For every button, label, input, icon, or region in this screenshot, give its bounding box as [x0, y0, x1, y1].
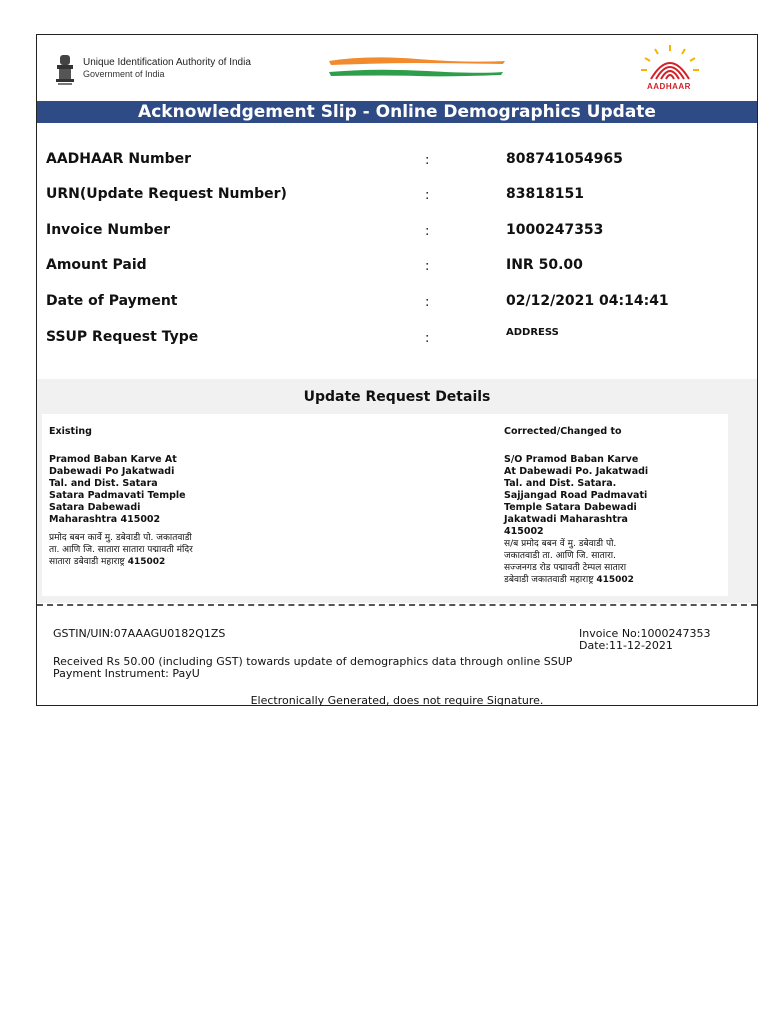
- field-amount-paid: [37, 257, 757, 277]
- hindi-line-last: [49, 556, 249, 568]
- details-panel: [42, 414, 728, 596]
- field-label: AADHAAR Number: [46, 151, 192, 167]
- received-text: Received Rs 50.00 (including GST) towards update of demographics data through online SSUP: [53, 655, 573, 668]
- field-invoice-number: [37, 222, 757, 242]
- field-separator: :: [425, 259, 430, 274]
- payment-receipt: [53, 656, 572, 680]
- tricolor-swoosh-icon: [327, 55, 507, 81]
- hindi-address: [49, 532, 249, 568]
- hindi-pin: 415002: [596, 575, 634, 585]
- aadhaar-logo-text: AADHAAR: [647, 82, 691, 91]
- field-value: 83818151: [506, 186, 584, 202]
- footer-invoice-no: Invoice No:1000247353: [579, 627, 711, 640]
- field-label: SSUP Request Type: [46, 329, 199, 345]
- address-line: Dabewadi Po Jakatwadi: [49, 466, 175, 477]
- footer-invoice: [579, 628, 710, 652]
- address-line: Satara Padmavati Temple: [49, 490, 186, 501]
- hindi-line: ता. आणि जि. सातारा सातारा पद्मावती मंदिर: [49, 545, 193, 555]
- address-line: Satara Dabewadi: [49, 502, 141, 513]
- field-label: Invoice Number: [46, 222, 171, 238]
- field-value: 02/12/2021 04:14:41: [506, 293, 669, 309]
- field-value: 808741054965: [506, 151, 623, 167]
- field-aadhaar-number: [37, 151, 757, 171]
- address-line: Pramod Baban Karve At: [49, 454, 177, 465]
- hindi-line: सज्जनगड रोड पद्मावती टेम्पल सातारा: [504, 563, 627, 573]
- hindi-line: स/ब प्रमोद बबन वें मु. डबेवाडी पो.: [504, 539, 617, 549]
- acknowledgement-slip: [36, 34, 758, 706]
- field-label: URN(Update Request Number): [46, 186, 287, 202]
- org-block: [83, 57, 251, 80]
- address-line: Temple Satara Dabewadi: [504, 502, 637, 513]
- hindi-line: जकातवाडी ता. आणि जि. सातारा.: [504, 551, 616, 561]
- dashed-divider: [37, 604, 757, 606]
- hindi-address: [504, 538, 724, 586]
- payment-instrument: Payment Instrument: PayU: [53, 667, 200, 680]
- hindi-line-last: [504, 574, 724, 586]
- field-separator: :: [425, 153, 430, 168]
- field-value: 1000247353: [506, 222, 604, 238]
- footer-date: Date:11-12-2021: [579, 639, 673, 652]
- org-name: Unique Identification Authority of India: [83, 57, 251, 68]
- field-ssup-request-type: [37, 329, 757, 349]
- field-date-of-payment: [37, 293, 757, 313]
- field-urn: [37, 186, 757, 206]
- field-separator: :: [425, 188, 430, 203]
- hindi-pin: 415002: [127, 557, 166, 567]
- field-label: Date of Payment: [46, 293, 178, 309]
- address-line: 415002: [504, 526, 544, 537]
- header: [37, 35, 757, 101]
- slip-title: Acknowledgement Slip - Online Demographics Update: [37, 101, 757, 123]
- field-value: INR 50.00: [506, 257, 583, 273]
- field-value: ADDRESS: [506, 327, 559, 338]
- field-separator: :: [425, 224, 430, 239]
- hindi-text: डबेवाडी जकातवाडी महाराष्ट्र: [504, 575, 594, 585]
- national-emblem-icon: [53, 53, 77, 87]
- existing-heading: Existing: [49, 426, 92, 437]
- address-line: S/O Pramod Baban Karve: [504, 454, 639, 465]
- changed-address: [504, 426, 724, 586]
- address-line: At Dabewadi Po. Jakatwadi: [504, 466, 649, 477]
- hindi-text: सातारा डबेवाडी महाराष्ट्र: [49, 557, 125, 567]
- update-request-details: [37, 379, 757, 603]
- details-title: Update Request Details: [303, 389, 491, 405]
- address-line: Sajjangad Road Padmavati: [504, 490, 648, 501]
- changed-heading: Corrected/Changed to: [504, 426, 622, 437]
- electronic-note: Electronically Generated, does not require Signature.: [250, 694, 544, 707]
- field-label: Amount Paid: [46, 257, 147, 273]
- hindi-line: प्रमोद बबन कार्वे मु. डबेवाडी पो. जकातवाडी: [49, 533, 192, 543]
- address-line: Jakatwadi Maharashtra: [504, 514, 628, 525]
- org-government: Government of India: [83, 69, 165, 79]
- field-separator: :: [425, 295, 430, 310]
- address-line: Tal. and Dist. Satara.: [504, 478, 617, 489]
- address-line: Maharashtra 415002: [49, 514, 161, 525]
- address-line: Tal. and Dist. Satara: [49, 478, 158, 489]
- field-separator: :: [425, 331, 430, 346]
- existing-address: [49, 426, 249, 568]
- gstin: GSTIN/UIN:07AAAGU0182Q1ZS: [53, 627, 226, 640]
